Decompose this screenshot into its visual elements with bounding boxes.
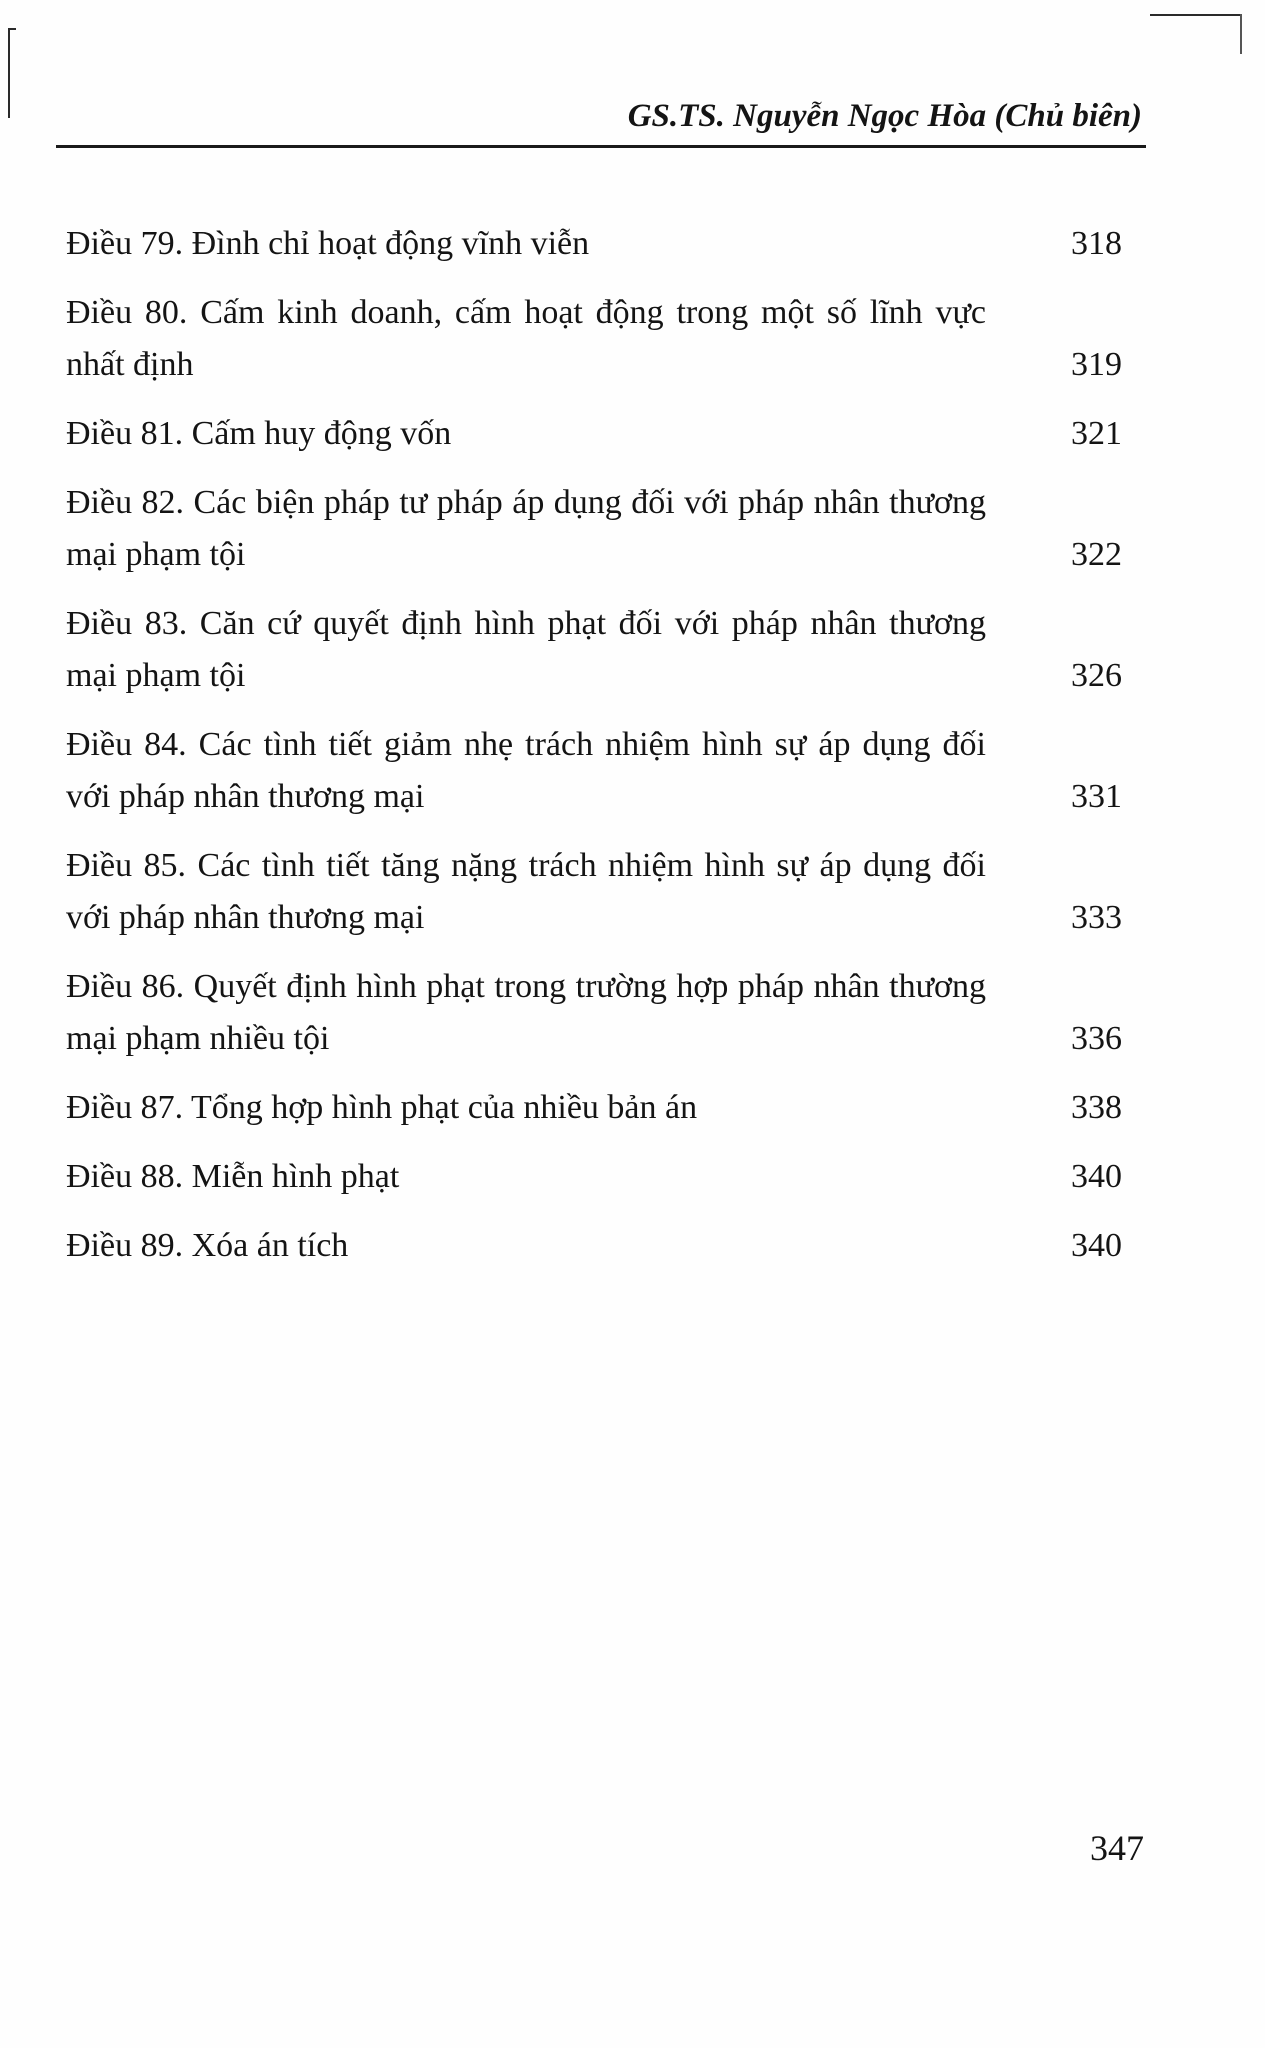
toc-entry-page: 338 [1071, 1089, 1122, 1126]
toc-entry-title: Điều 80. Cấm kinh doanh, cấm hoạt động trong một số lĩnh vực nhất định [66, 294, 986, 383]
toc-entry [66, 598, 1126, 702]
toc-entry-page: 340 [1071, 1158, 1122, 1195]
header-rule [56, 145, 1146, 148]
toc-entry-title: Điều 87. Tổng hợp hình phạt của nhiều bản án [66, 1089, 698, 1126]
toc-entry-title: Điều 79. Đình chỉ hoạt động vĩnh viễn [66, 225, 590, 262]
toc-entry [66, 477, 1126, 581]
page-number: 347 [1090, 1828, 1144, 1868]
scan-edge-mark [1150, 14, 1242, 16]
toc-entry-page: 333 [1071, 899, 1122, 936]
toc-entry [66, 719, 1126, 823]
toc-entry-title: Điều 84. Các tình tiết giảm nhẹ trách nhiệm hình sự áp dụng đối với pháp nhân thương mại [66, 726, 986, 815]
toc-entry-title: Điều 81. Cấm huy động vốn [66, 415, 452, 452]
toc-entry-title: Điều 86. Quyết định hình phạt trong trường hợp pháp nhân thương mại phạm nhiều tội [66, 968, 986, 1057]
toc-entry [66, 1151, 1126, 1203]
toc-entry-title: Điều 83. Căn cứ quyết định hình phạt đối với pháp nhân thương mại phạm tội [66, 605, 986, 694]
toc-entry [66, 218, 1126, 270]
toc-entry-page: 326 [1071, 657, 1122, 694]
toc-entry-page: 319 [1071, 346, 1122, 383]
toc-entry-title: Điều 88. Miễn hình phạt [66, 1158, 400, 1195]
table-of-contents [66, 218, 1126, 1289]
toc-entry [66, 1082, 1126, 1134]
toc-entry-title: Điều 89. Xóa án tích [66, 1227, 349, 1264]
toc-entry [66, 961, 1126, 1065]
toc-entry [66, 408, 1126, 460]
running-header: GS.TS. Nguyễn Ngọc Hòa (Chủ biên) [627, 98, 1142, 134]
toc-entry-page: 331 [1071, 778, 1122, 815]
toc-entry-page: 318 [1071, 225, 1122, 262]
toc-entry-page: 336 [1071, 1020, 1122, 1057]
toc-entry [66, 1220, 1126, 1272]
toc-entry-page: 340 [1071, 1227, 1122, 1264]
toc-entry [66, 840, 1126, 944]
toc-entry-page: 322 [1071, 536, 1122, 573]
toc-entry-title: Điều 82. Các biện pháp tư pháp áp dụng đối với pháp nhân thương mại phạm tội [66, 484, 986, 573]
toc-entry-page: 321 [1071, 415, 1122, 452]
toc-entry [66, 287, 1126, 391]
scan-edge-mark [8, 28, 10, 118]
toc-entry-title: Điều 85. Các tình tiết tăng nặng trách nhiệm hình sự áp dụng đối với pháp nhân thương mại [66, 847, 986, 936]
